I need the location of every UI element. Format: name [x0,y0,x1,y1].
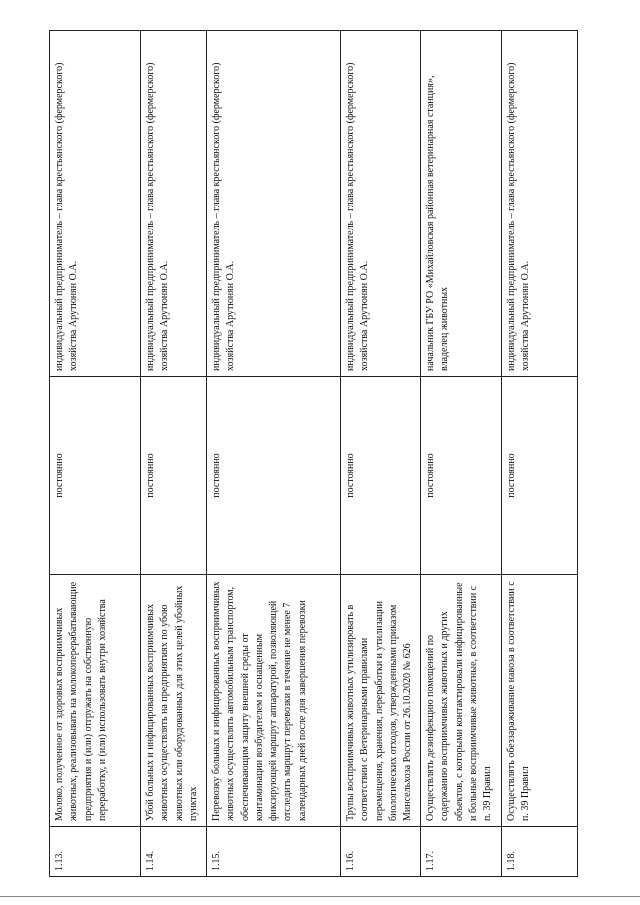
term-cell: постоянно [207,377,341,575]
row-number: 1.14. [141,827,207,877]
responsible-cell: индивидуальный предприниматель – глава крестьянского (фермерского) хозяйства Арутюнян О.А. [207,31,341,377]
term-cell: постоянно [421,377,502,575]
row-number: 1.13. [50,827,141,877]
row-number: 1.17. [421,827,502,877]
term-cell: постоянно [141,377,207,575]
responsible-cell: индивидуальный предприниматель – глава крестьянского (фермерского) хозяйства Арутюнян О.А. [502,31,578,377]
table-row [141,31,207,877]
responsible-cell: индивидуальный предприниматель – глава крестьянского (фермерского) хозяйства Арутюнян О.А. [341,31,421,377]
table-row [50,31,141,877]
action-cell: Убой больных и инфицированных восприимчивых животных осуществлять на предприятиях по убою животных или оборудованных для этих целей убойных пунктах [141,575,207,827]
term-cell: постоянно [50,377,141,575]
table-row [207,31,341,877]
table-row [421,31,502,877]
responsible-cell: начальник ГБУ РО «Михайловская районная ветеринарная станция», владелец животных [421,31,502,377]
row-number: 1.15. [207,827,341,877]
term-cell: постоянно [502,377,578,575]
term-cell: постоянно [341,377,421,575]
action-cell: Молоко, полученное от здоровых восприимчивых животных, реализовывать на молокоперерабатывающие предприятия и (или) отгружать на собственную переработку, и (или) использовать внутри хозяйства [50,575,141,827]
rotated-table-sheet [49,31,586,877]
table-row [341,31,421,877]
scan-edge-line [0,896,640,897]
responsible-cell: индивидуальный предприниматель – глава крестьянского (фермерского) хозяйства Арутюнян О.А. [141,31,207,377]
measures-table [49,30,578,877]
action-cell: Трупы восприимчивых животных утилизировать в соответствии с Ветеринарными правилами перемещения, хранения, переработки и утилизации биологических отходов, утвержденными приказом Минсельхоза России от 26.10.2020 № 626 [341,575,421,827]
action-cell: Осуществлять обеззараживание навоза в соответствии с п. 39 Правил [502,575,578,827]
action-cell: Перевозку больных и инфицированных восприимчивых животных осуществлять автомобильным транспортом, обеспечивающим защиту внешней среды от контаминации возбудителем и оснащенным фиксирующей маршрут аппаратурой, позволяющей отследить маршрут перевозки в течение не менее 7 календарных дней после дня завершения перевозки [207,575,341,827]
table-row [502,31,578,877]
action-cell: Осуществлять дезинфекцию помещений по содержанию восприимчивых животных и других объектов, с которыми контактировали инфицированные и больные восприимчивые животные, в соответствии с п. 39 Правил [421,575,502,827]
row-number: 1.18. [502,827,578,877]
row-number: 1.16. [341,827,421,877]
responsible-cell: индивидуальный предприниматель – глава крестьянского (фермерского) хозяйства Арутюнян О.А. [50,31,141,377]
